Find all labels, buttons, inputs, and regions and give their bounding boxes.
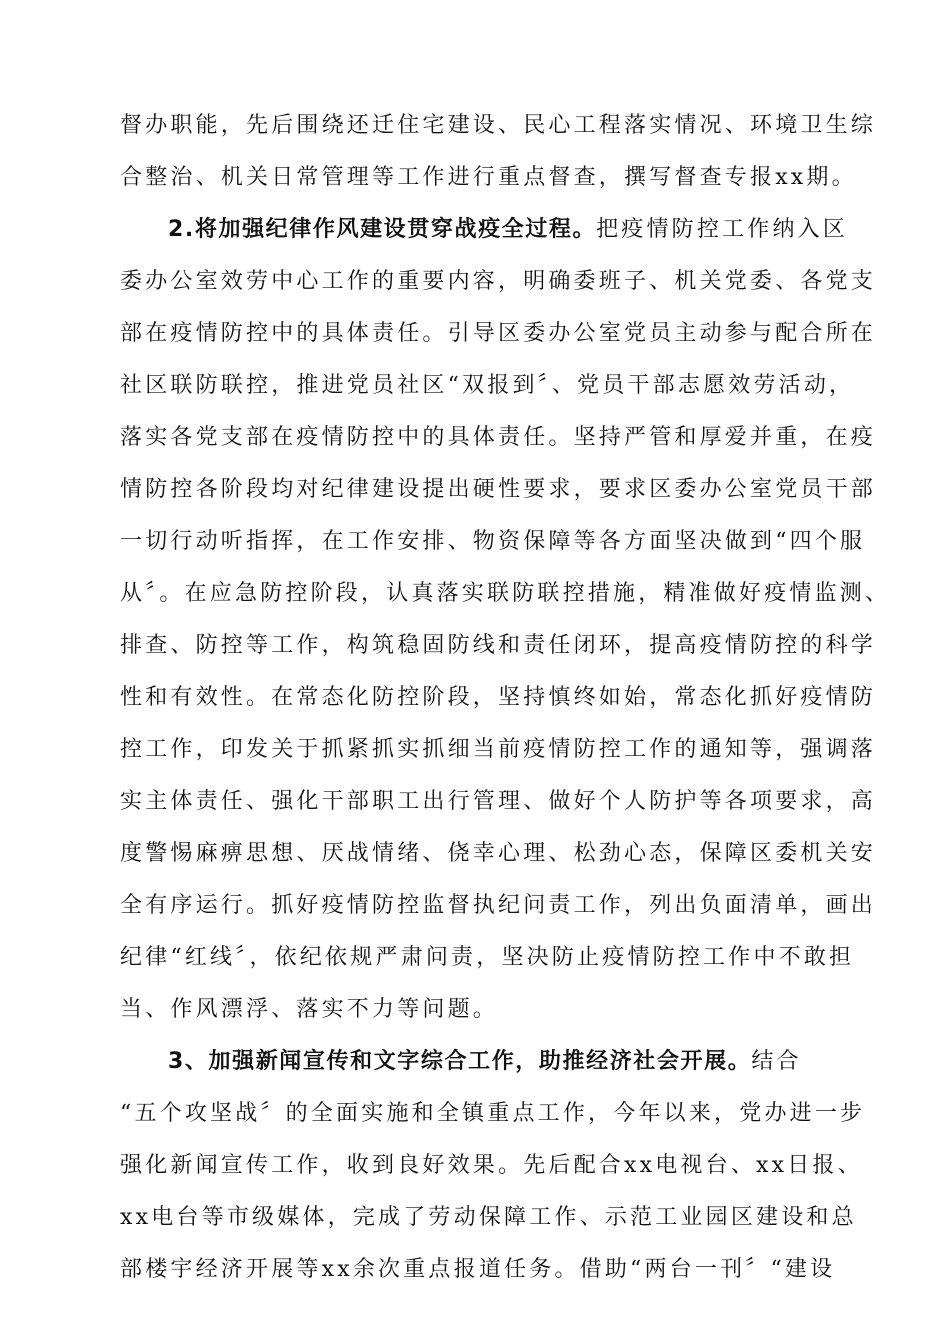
- section-heading-3: 3、加强新闻宣传和文字综合工作，助推经济社会开展。: [168, 1049, 752, 1074]
- text-line: xx电台等市级媒体，完成了劳动保障工作、示范工业园区建设和总: [120, 1205, 857, 1230]
- text-line: 排查、防控等工作，构筑稳固防线和责任闭环，提高疫情防控的科学: [120, 633, 877, 658]
- text-line: 控工作，印发关于抓紧抓实抓细当前疫情防控工作的通知等，强调落: [120, 737, 877, 762]
- text-line: 强化新闻宣传工作，收到良好效果。先后配合xx电视台、xx日报、: [120, 1153, 863, 1178]
- text-line: 一切行动听指挥，在工作安排、物资保障等各方面坚决做到“四个服: [120, 529, 866, 554]
- section-heading-line: [120, 1036, 860, 1088]
- document-body: [120, 100, 891, 1296]
- text-line: 度警惕麻痹思想、厌战情绪、侥幸心理、松劲心态，保障区委机关安: [120, 841, 877, 866]
- text-line: 部在疫情防控中的具体责任。引导区委办公室党员主动参与配合所在: [120, 321, 877, 346]
- text-segment: 结合: [751, 1049, 802, 1074]
- text-line: 从〞。在应急防控阶段，认真落实联防联控措施，精准做好疫情监测、: [120, 581, 891, 606]
- text-line: 落实各党支部在疫情防控中的具体责任。坚持严管和厚爱并重，在疫: [120, 425, 877, 450]
- text-line: 委办公室效劳中心工作的重要内容，明确委班子、机关党委、各党支: [120, 269, 877, 294]
- text-line: 情防控各阶段均对纪律建设提出硬性要求，要求区委办公室党员干部: [120, 477, 877, 502]
- text-line: 性和有效性。在常态化防控阶段，坚持慎终如始，常态化抓好疫情防: [120, 685, 877, 710]
- text-line: 部楼宇经济开展等xx余次重点报道任务。借助“两台一刊〞“建设: [120, 1257, 836, 1282]
- text-segment: 把疫情防控工作纳入区: [596, 217, 849, 242]
- text-line: “五个攻坚战〞的全面实施和全镇重点工作，今年以来，党办进一步: [120, 1101, 866, 1126]
- text-line: 实主体责任、强化干部职工出行管理、做好个人防护等各项要求，高: [120, 789, 877, 814]
- section-heading-line: [120, 204, 860, 256]
- text-line: 合整治、机关日常管理等工作进行重点督查，撰写督查专报xx期。: [120, 165, 857, 190]
- section-heading-2: 2.将加强纪律作风建设贯穿战疫全过程。: [168, 217, 597, 242]
- text-line: 当、作风漂浮、落实不力等问题。: [120, 997, 499, 1022]
- text-line: 全有序运行。抓好疫情防控监督执纪问责工作，列出负面清单，画出: [120, 893, 877, 918]
- text-line: 纪律“红线〞，依纪依规严肃问责，坚决防止疫情防控工作中不敢担: [120, 945, 855, 970]
- text-line: 督办职能，先后围绕还迁住宅建设、民心工程落实情况、环境卫生综: [120, 113, 877, 138]
- text-line: 社区联防联控，推进党员社区“双报到〞、党员干部志愿效劳活动，: [120, 373, 855, 398]
